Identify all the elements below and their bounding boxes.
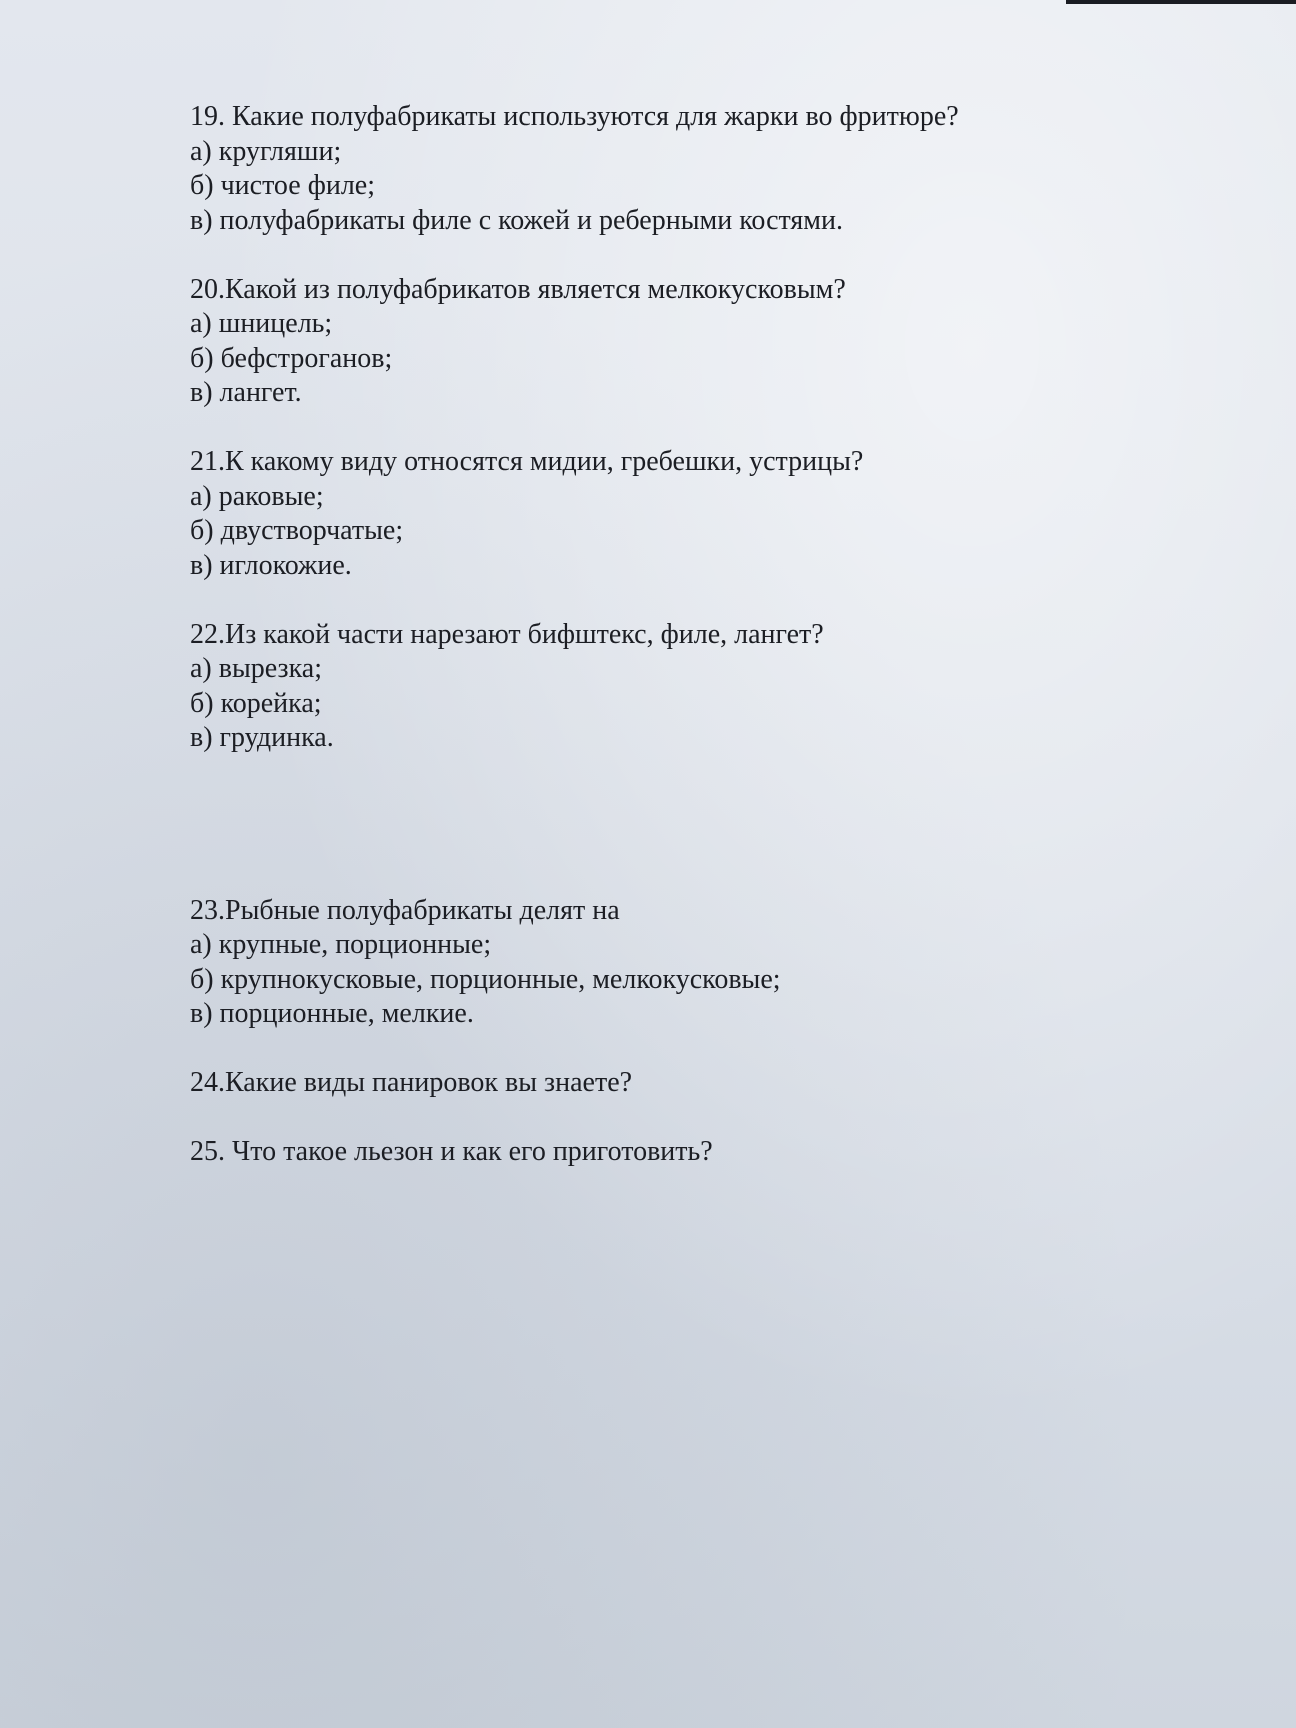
answer-option-b: б) корейка; <box>190 687 322 719</box>
question-20 <box>190 273 1190 411</box>
answer-option-a: а) раковые; <box>190 480 324 512</box>
question-text: 25. Что такое льезон и как его приготовить? <box>190 1136 713 1167</box>
question-text: 21.К какому виду относятся мидии, гребешки, устрицы? <box>190 446 864 477</box>
answer-option-c: в) полуфабрикаты филе с кожей и реберными костями. <box>190 204 843 236</box>
answer-option-c: в) грудинка. <box>190 722 334 753</box>
question-19 <box>190 100 1190 238</box>
answer-option-b: б) бефстроганов; <box>190 342 393 374</box>
question-text: 24.Какие виды панировок вы знаете? <box>190 1067 633 1098</box>
question-text: 23.Рыбные полуфабрикаты делят на <box>190 894 620 926</box>
answer-option-c: в) порционные, мелкие. <box>190 998 474 1029</box>
answer-option-b: б) крупнокусковые, порционные, мелкокусковые; <box>190 963 781 995</box>
question-25 <box>190 1135 1190 1170</box>
answer-option-a: а) крупные, порционные; <box>190 929 492 960</box>
answer-option-a: а) шницель; <box>190 308 333 339</box>
question-text: 20.Какой из полуфабрикатов является мелкокусковым? <box>190 273 846 305</box>
question-text: 19. Какие полуфабрикаты используются для жарки во фритюре? <box>190 101 959 132</box>
question-23 <box>190 894 1190 1032</box>
answer-option-b: б) двустворчатые; <box>190 515 404 546</box>
question-22 <box>190 618 1190 756</box>
answer-option-a: а) кругляши; <box>190 135 342 167</box>
answer-option-c: в) иглокожие. <box>190 549 352 581</box>
question-21 <box>190 445 1190 583</box>
question-text: 22.Из какой части нарезают бифштекс, филе, лангет? <box>190 618 824 650</box>
question-24 <box>190 1066 1190 1101</box>
answer-option-a: а) вырезка; <box>190 653 323 684</box>
question-list <box>190 100 1190 1204</box>
answer-option-b: б) чистое филе; <box>190 170 376 201</box>
answer-option-c: в) лангет. <box>190 377 302 408</box>
background-edge <box>1066 0 1296 4</box>
